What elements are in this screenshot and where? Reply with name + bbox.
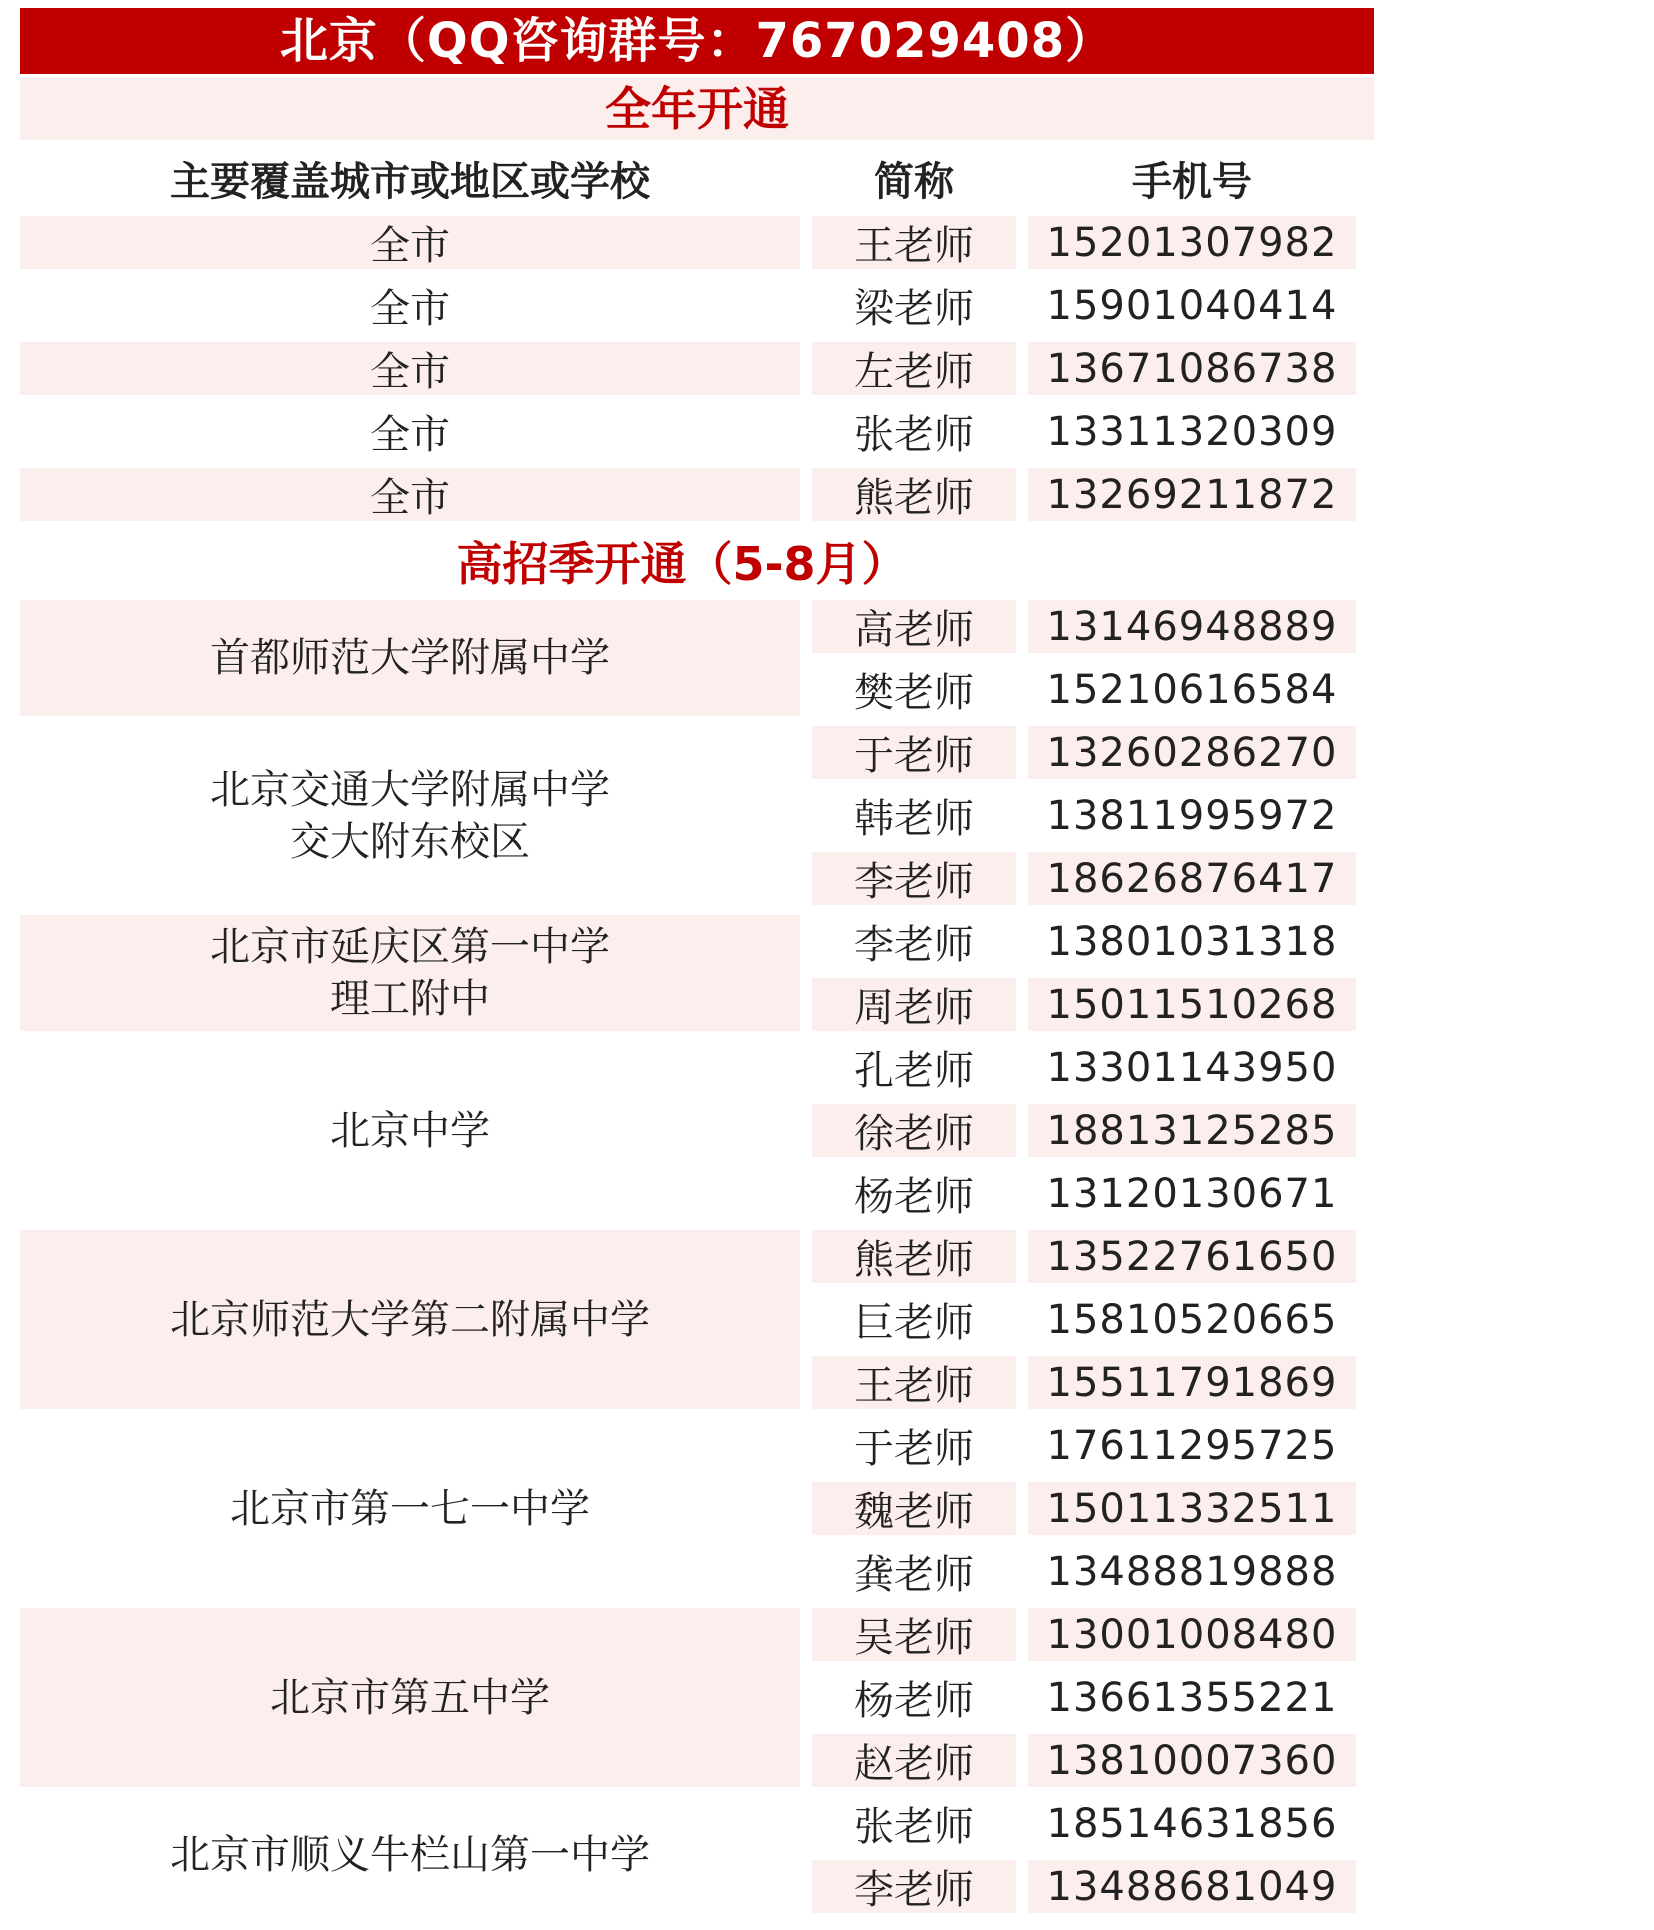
phone-number: 18813125285 (1028, 1104, 1356, 1157)
teacher-name: 韩老师 (854, 796, 974, 842)
teacher-name: 张老师 (854, 1804, 974, 1850)
teacher-name: 周老师 (812, 978, 1016, 1031)
teacher-name: 李老师 (854, 922, 974, 968)
teacher-name: 李老师 (812, 852, 1016, 905)
teacher-name: 杨老师 (854, 1678, 974, 1724)
phone-number: 15210616584 (1046, 666, 1338, 713)
school-name-line: 北京市延庆区第一中学 (210, 924, 610, 970)
school-cell (20, 1797, 800, 1913)
school-name-line: 北京中学 (330, 1107, 490, 1154)
teacher-name: 王老师 (812, 1356, 1016, 1409)
teacher-name: 高老师 (812, 600, 1016, 653)
teacher-name: 李老师 (812, 1860, 1016, 1913)
phone-number: 15011332511 (1028, 1482, 1356, 1535)
school-name (210, 632, 610, 684)
teacher-name: 孔老师 (854, 1048, 974, 1094)
phone-number: 13810007360 (1028, 1734, 1356, 1787)
teacher-name: 王老师 (812, 216, 1016, 269)
teacher-name: 左老师 (812, 342, 1016, 395)
phone-number: 13311320309 (1046, 408, 1338, 455)
phone-number: 13522761650 (1028, 1230, 1356, 1283)
school-name-line: 北京交通大学附属中学 (210, 766, 610, 813)
school-name-line: 北京市第一七一中学 (230, 1485, 590, 1532)
header-short-name: 简称 (874, 159, 954, 205)
phone-number: 13811995972 (1046, 792, 1338, 839)
phone-number: 13120130671 (1046, 1170, 1338, 1217)
phone-number: 13001008480 (1028, 1608, 1356, 1661)
school-name (330, 1105, 490, 1157)
teacher-name: 熊老师 (812, 1230, 1016, 1283)
school-name (170, 1294, 650, 1346)
teacher-name: 龚老师 (854, 1552, 974, 1598)
teacher-name: 赵老师 (812, 1734, 1016, 1787)
phone-number: 13260286270 (1028, 726, 1356, 779)
phone-number: 18626876417 (1028, 852, 1356, 905)
region-cell: 全市 (370, 286, 450, 332)
teacher-name: 徐老师 (812, 1104, 1016, 1157)
school-name-line: 北京市顺义牛栏山第一中学 (170, 1832, 650, 1878)
school-cell (20, 1608, 800, 1787)
phone-number: 13269211872 (1028, 468, 1356, 521)
school-cell (20, 600, 800, 716)
school-cell (20, 1230, 800, 1409)
teacher-name: 熊老师 (812, 468, 1016, 521)
school-name-line: 北京师范大学第二附属中学 (170, 1296, 650, 1343)
school-name (210, 764, 610, 868)
school-cell (20, 726, 800, 905)
phone-number: 13671086738 (1028, 342, 1356, 395)
school-name (170, 1829, 650, 1881)
phone-number: 13801031318 (1046, 918, 1338, 965)
header-phone: 手机号 (1132, 159, 1252, 205)
teacher-name: 樊老师 (854, 670, 974, 716)
phone-number: 17611295725 (1046, 1422, 1338, 1469)
phone-number: 13146948889 (1028, 600, 1356, 653)
school-cell (20, 1041, 800, 1220)
school-name (270, 1672, 550, 1724)
school-name-line: 理工附中 (330, 976, 490, 1022)
phone-number: 13488681049 (1028, 1860, 1356, 1913)
region-cell: 全市 (20, 216, 800, 269)
section-title-gaozhao: 高招季开通（5-8月） (456, 537, 908, 591)
phone-number: 15810520665 (1046, 1296, 1338, 1343)
teacher-name: 于老师 (812, 726, 1016, 779)
school-name-line: 交大附东校区 (290, 818, 530, 865)
teacher-name: 梁老师 (854, 286, 974, 332)
phone-number: 15011510268 (1028, 978, 1356, 1031)
phone-number: 15201307982 (1028, 216, 1356, 269)
header-region: 主要覆盖城市或地区或学校 (170, 159, 650, 205)
school-name (230, 1483, 590, 1535)
teacher-name: 于老师 (854, 1426, 974, 1472)
section-title-year-round: 全年开通 (20, 78, 1374, 140)
teacher-name: 吴老师 (812, 1608, 1016, 1661)
teacher-name: 巨老师 (854, 1300, 974, 1346)
teacher-name: 张老师 (854, 412, 974, 458)
region-cell: 全市 (370, 412, 450, 458)
phone-number: 18514631856 (1046, 1800, 1338, 1847)
school-name-line: 北京市第五中学 (270, 1674, 550, 1721)
school-cell (20, 1419, 800, 1598)
region-cell: 全市 (20, 342, 800, 395)
teacher-name: 杨老师 (854, 1174, 974, 1220)
phone-number: 13488819888 (1046, 1548, 1338, 1595)
phone-number: 13301143950 (1046, 1044, 1338, 1091)
region-cell: 全市 (20, 468, 800, 521)
phone-number: 15511791869 (1028, 1356, 1356, 1409)
phone-number: 15901040414 (1046, 282, 1338, 329)
page-title: 北京（QQ咨询群号：767029408） (20, 8, 1374, 74)
phone-number: 13661355221 (1046, 1674, 1338, 1721)
school-name (210, 921, 610, 1025)
school-name-line: 首都师范大学附属中学 (210, 635, 610, 681)
school-cell (20, 915, 800, 1031)
teacher-name: 魏老师 (812, 1482, 1016, 1535)
